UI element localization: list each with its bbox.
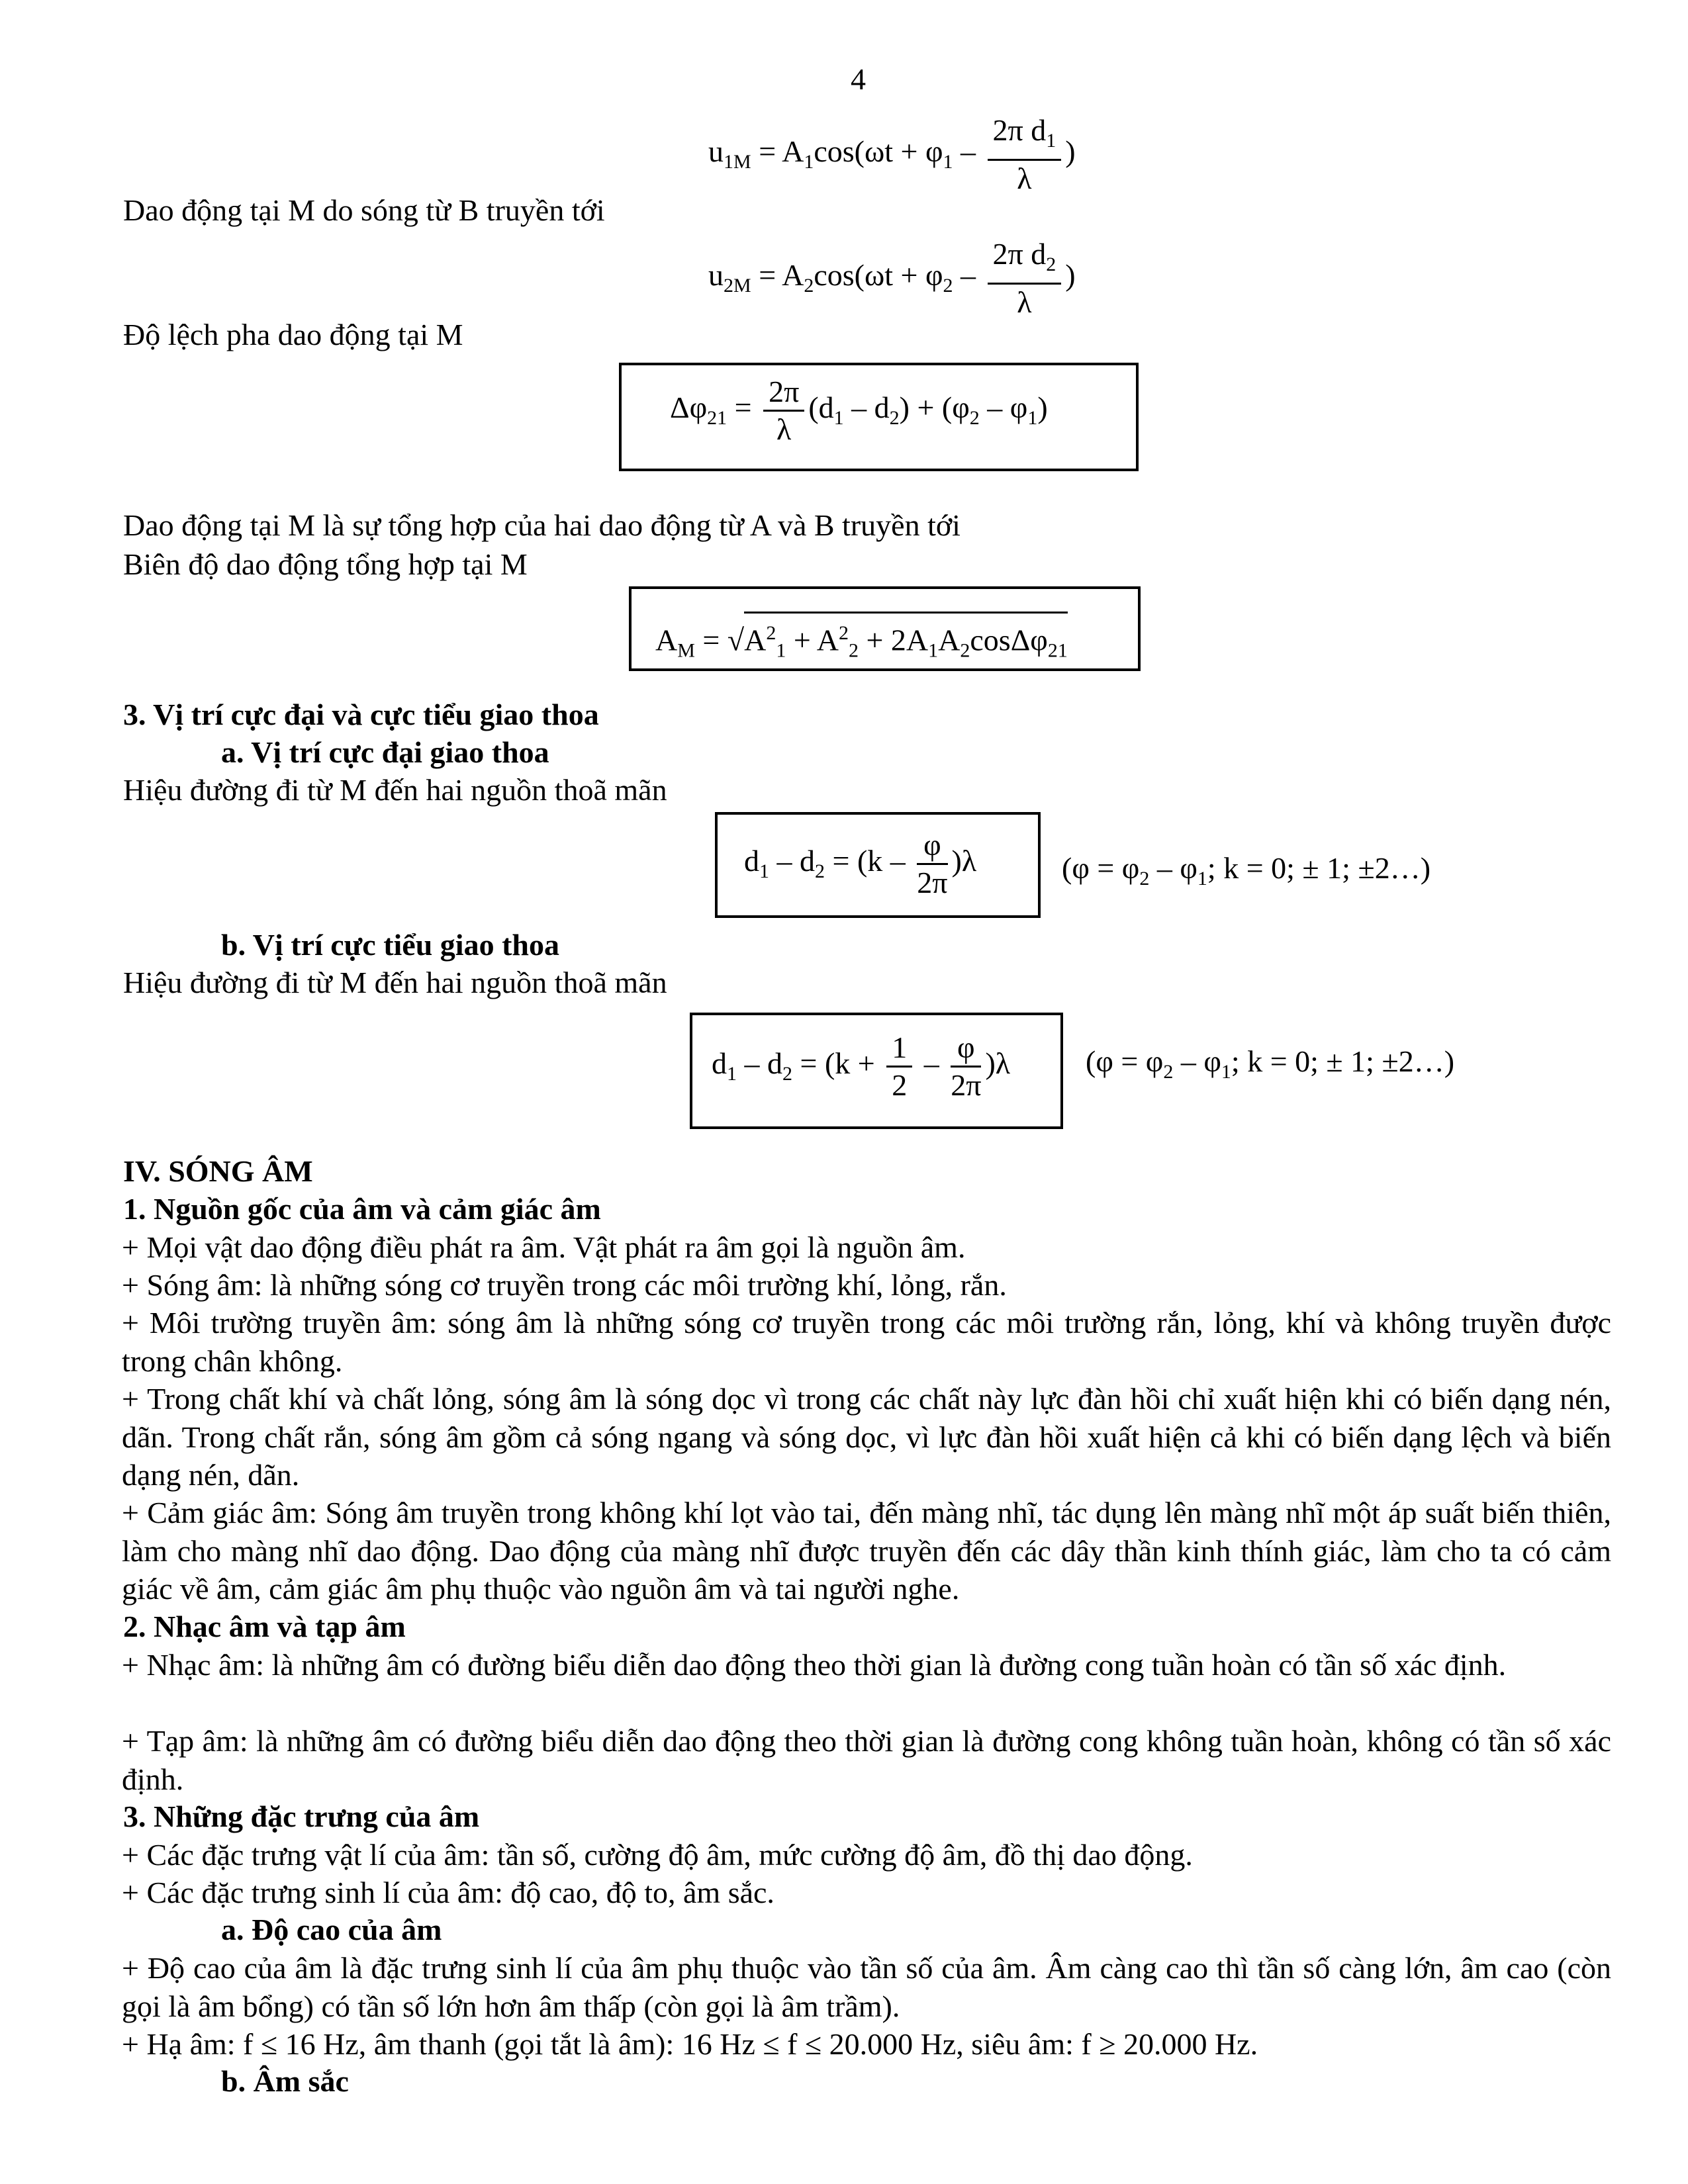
heading-music-noise: 2. Nhạc âm và tạp âm	[123, 1610, 406, 1643]
paragraph-physical: + Các đặc trưng vật lí của âm: tần số, cường độ âm, mức cường độ âm, đồ thị dao động.	[122, 1838, 1193, 1872]
page-number: 4	[851, 62, 866, 96]
equation-u1m: $u_{1M} = A_1\cos(\omega t + \varphi_1$ – $\frac{2\pi d_1}{\lambda}$ )	[708, 113, 1076, 195]
heading-maxima: a. Vị trí cực đại giao thoa	[221, 735, 549, 769]
text-path-diff-2: Hiệu đường đi từ M đến hai nguồn thoã mãn	[123, 966, 667, 999]
text-amplitude: Biên độ dao động tổng hợp tại M	[123, 547, 528, 581]
equation-u2m: $u_{2M} = A_2\cos(\omega t + \varphi_2$ – $\frac{2\pi d_2}{\lambda}$ )	[708, 237, 1076, 319]
equation-maxima: $d_1 - d_2 = (k$ – $\frac{\varphi}{2\pi}$ )λ	[744, 828, 977, 899]
text-phase: Độ lệch pha dao động tại M	[123, 318, 463, 351]
paragraph-sound-wave: + Sóng âm: là những sóng cơ truyền trong các môi trường khí, lỏng, rắn.	[122, 1268, 1007, 1302]
paragraph-noise: + Tạp âm: là những âm có đường biểu diễn dao động theo thời gian là đường cong không tuần hoàn, không có tần số xác định.	[122, 1724, 1611, 1796]
heading-minima: b. Vị trí cực tiểu giao thoa	[221, 928, 559, 962]
heading-sound-waves: IV. SÓNG ÂM	[123, 1154, 313, 1188]
equation-minima: $d_1 - d_2 = (k$ + $\frac{1}{2}$ – $\frac{\varphi}{2\pi}$ )λ	[712, 1030, 1011, 1102]
note-minima: ($\varphi = \varphi_2 - \varphi_1$; k = 0; ± 1; ±2…)	[1086, 1044, 1455, 1083]
paragraph-medium: + Môi trường truyền âm: sóng âm là những sóng cơ truyền trong các môi trường rắn, lỏng, khí và không truyền được trong chân không.	[122, 1306, 1611, 1378]
heading-timbre: b. Âm sắc	[221, 2064, 349, 2098]
paragraph-sensation: + Cảm giác âm: Sóng âm truyền trong không khí lọt vào tai, đến màng nhĩ, tác dụng lên màng nhĩ một áp suất biến thiên, làm cho màng nhĩ dao động. Dao động của màng nhĩ được truyền đến các dây thần kinh thính giác, làm cho ta có cảm giác về âm, cảm giác âm phụ thuộc vào nguồn âm và tai người nghe.	[122, 1496, 1611, 1606]
paragraph-pitch: + Độ cao của âm là đặc trưng sinh lí của âm phụ thuộc vào tần số của âm. Âm càng cao thì tần số càng lớn, âm cao (còn gọi là âm bổng) có tần số lớn hơn âm thấp (còn gọi là âm trầm).	[122, 1951, 1611, 2023]
equation-amplitude: $A_M = √A^2_1 + A^2_2 + 2A_1A_2\cos\Delta\varphi_{21}$	[655, 612, 1068, 669]
equation-delta-phi: $\Delta\varphi_{21}$ = $\frac{2\pi}{\lambda}$ $(d_1 - d_2) + (\varphi_2 - \varphi_1)$	[670, 375, 1048, 446]
heading-characteristics: 3. Những đặc trưng của âm	[123, 1799, 480, 1833]
text-synthesis: Dao động tại M là sự tổng hợp của hai dao động từ A và B truyền tới	[123, 508, 961, 542]
heading-sound-origin: 1. Nguồn gốc của âm và cảm giác âm	[123, 1192, 601, 1226]
note-maxima: ($\varphi = \varphi_2 - \varphi_1$; k = 0; ± 1; ±2…)	[1062, 851, 1431, 889]
paragraph-physiological: + Các đặc trưng sinh lí của âm: độ cao, độ to, âm sắc.	[122, 1876, 774, 1909]
text-path-diff-1: Hiệu đường đi từ M đến hai nguồn thoã mãn	[123, 773, 667, 807]
paragraph-longitudinal: + Trong chất khí và chất lỏng, sóng âm là sóng dọc vì trong các chất này lực đàn hồi chỉ xuất hiện khi có biến dạng nén, dãn. Trong chất rắn, sóng âm gồm cả sóng ngang và sóng dọc, vì lực đàn hồi xuất hiện cả khi có biến dạng lệch và biến dạng nén, dãn.	[122, 1382, 1611, 1492]
heading-interference-positions: 3. Vị trí cực đại và cực tiểu giao thoa	[123, 698, 599, 731]
heading-pitch: a. Độ cao của âm	[221, 1913, 442, 1946]
paragraph-music: + Nhạc âm: là những âm có đường biểu diễn dao động theo thời gian là đường cong tuần hoàn có tần số xác định.	[122, 1648, 1507, 1682]
text-b-source: Dao động tại M do sóng từ B truyền tới	[123, 193, 605, 227]
paragraph-source: + Mọi vật dao động điều phát ra âm. Vật phát ra âm gọi là nguồn âm.	[122, 1230, 966, 1264]
paragraph-frequency-ranges: + Hạ âm: f ≤ 16 Hz, âm thanh (gọi tắt là âm): 16 Hz ≤ f ≤ 20.000 Hz, siêu âm: f ≥ 20.000 Hz.	[122, 2027, 1258, 2061]
